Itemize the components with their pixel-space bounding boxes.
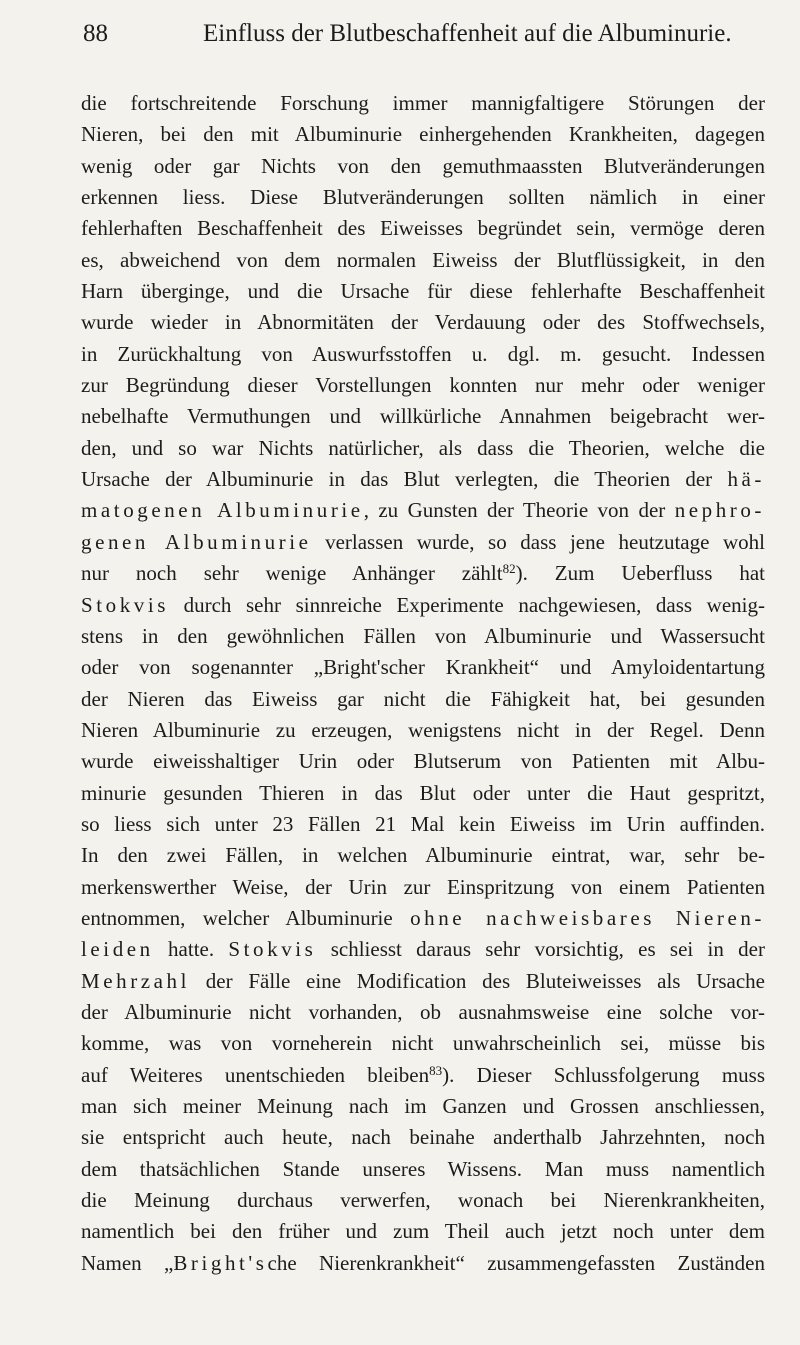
text-run: verlassen wurde, so dass jene heutzutage wohl: [311, 529, 765, 554]
author-name: Stokvis: [228, 937, 317, 962]
text-line-29: [81, 966, 765, 997]
text-run: Nieren Albuminurie zu erzeugen, wenigstens nicht in der Regel. Denn: [81, 717, 765, 742]
text-line-34: [81, 1122, 765, 1153]
spaced-term: hä-: [727, 467, 765, 492]
text-line-21: [81, 715, 765, 746]
text-run: zur Begründung dieser Vorstellungen konnten nur mehr oder weniger: [81, 373, 765, 398]
text-run: Harn überginge, und die Ursache für diese fehlerhafte Beschaffenheit: [81, 279, 765, 304]
text-line-24: [81, 809, 765, 840]
text-line-27: [81, 903, 765, 934]
text-line-3: [81, 151, 765, 182]
spaced-term: ohne nachweisbares Nieren-: [410, 905, 765, 930]
text-run: fehlerhaften Beschaffenheit des Eiweisses begründet sein, vermöge deren: [81, 216, 765, 241]
text-line-31: [81, 1028, 765, 1059]
text-run: merkenswerther Weise, der Urin zur Einspritzung von einem Patienten: [81, 874, 765, 899]
page-number: 88: [83, 20, 108, 47]
text-run: die fortschreitende Forschung immer mannigfaltigere Störungen der: [81, 91, 765, 115]
text-run: in Zurückhaltung von Auswurfsstoffen u. dgl. m. gesucht. Indessen: [81, 341, 765, 366]
text-run: durch sehr sinnreiche Experimente nachgewiesen, dass wenig-: [169, 592, 765, 617]
text-run: wurde eiweisshaltiger Urin oder Blutserum von Patienten mit Albu-: [81, 749, 765, 774]
text-run: so liess sich unter 23 Fällen 21 Mal kein Eiweiss im Urin auffinden.: [81, 811, 765, 836]
text-run: entnommen, welcher Albuminurie: [81, 905, 411, 930]
text-line-25: [81, 840, 765, 871]
text-run: Ursache der Albuminurie in das Blut verlegten, die Theorien der: [81, 467, 728, 492]
text-run: nur noch sehr wenige Anhänger zählt: [81, 561, 503, 586]
text-run: erkennen liess. Diese Blutveränderungen sollten nämlich in einer: [81, 185, 765, 210]
text-run: die Meinung durchaus verwerfen, wonach bei Nierenkrankheiten,: [81, 1188, 765, 1213]
text-run: ). Zum Ueberfluss hat: [515, 561, 765, 586]
text-line-4: [81, 182, 765, 213]
text-run: In den zwei Fällen, in welchen Albuminurie eintrat, war, sehr be-: [81, 843, 765, 868]
text-run: der Fälle eine Modification des Bluteiweisses als Ursache: [190, 968, 765, 993]
spaced-term: Bright's: [173, 1250, 268, 1275]
text-run: es, abweichend von dem normalen Eiweiss der Blutflüssigkeit, in den: [81, 247, 765, 272]
footnote-ref-82: 82: [502, 561, 516, 576]
text-line-30: [81, 997, 765, 1028]
text-line-13: [81, 464, 765, 495]
text-run: der Albuminurie nicht vorhanden, ob ausnahmsweise eine solche vor-: [81, 999, 765, 1024]
text-line-38: [81, 1248, 765, 1279]
text-line-28: [81, 934, 765, 965]
running-title: Einfluss der Blutbeschaffenheit auf die Albuminurie.: [203, 20, 732, 47]
text-line-9: [81, 339, 765, 370]
text-line-14: [81, 495, 765, 526]
text-run: schliesst daraus sehr vorsichtig, es sei in der: [316, 937, 765, 962]
text-run: , zu Gunsten der Theorie von der: [363, 498, 675, 523]
text-run: Namen „: [81, 1250, 174, 1275]
text-line-7: [81, 276, 765, 307]
text-line-1: [81, 88, 765, 119]
text-line-6: [81, 245, 765, 276]
text-line-16: [81, 558, 765, 589]
text-run: den, und so war Nichts natürlicher, als dass die Theorien, welche die: [81, 435, 765, 460]
text-line-10: [81, 370, 765, 401]
text-line-37: [81, 1216, 765, 1247]
footnote-ref-83: 83: [429, 1062, 443, 1078]
text-run: oder von sogenannter „Bright'scher Krankheit“ und Amyloidentartung: [81, 655, 765, 680]
text-run: namentlich bei den früher und zum Theil auch jetzt noch unter dem: [81, 1219, 765, 1244]
spaced-term: matogenen Albuminurie: [81, 498, 364, 523]
text-run: dem thatsächlichen Stande unseres Wissens. Man muss namentlich: [81, 1156, 765, 1181]
text-line-5: [81, 213, 765, 244]
text-line-32: [81, 1060, 765, 1091]
text-run: sie entspricht auch heute, nach beinahe anderthalb Jahrzehnten, noch: [81, 1125, 765, 1150]
page-header: [83, 14, 763, 54]
text-line-15: [81, 527, 765, 558]
text-run: stens in den gewöhnlichen Fällen von Albuminurie und Wassersucht: [81, 623, 765, 648]
text-line-2: [81, 119, 765, 150]
text-line-35: [81, 1154, 765, 1185]
text-line-18: [81, 621, 765, 652]
text-line-23: [81, 778, 765, 809]
text-run: minurie gesunden Thieren in das Blut oder unter die Haut gespritzt,: [81, 780, 765, 805]
text-run: wenig oder gar Nichts von den gemuthmaassten Blutveränderungen: [81, 153, 765, 178]
text-line-20: [81, 684, 765, 715]
text-line-19: [81, 652, 765, 683]
text-run: auf Weiteres unentschieden bleiben: [81, 1062, 430, 1087]
text-line-33: [81, 1091, 765, 1122]
body-text: [81, 88, 765, 1279]
text-line-17: [81, 590, 765, 621]
spaced-term: genen Albuminurie: [81, 529, 312, 554]
text-run: hatte.: [153, 937, 229, 962]
text-run: man sich meiner Meinung nach im Ganzen und Grossen anschliessen,: [81, 1094, 765, 1118]
spaced-term: Mehrzahl: [81, 968, 191, 993]
text-line-22: [81, 746, 765, 777]
text-line-26: [81, 872, 765, 903]
spaced-term: leiden: [81, 937, 154, 962]
text-run: der Nieren das Eiweiss gar nicht die Fähigkeit hat, bei gesunden: [81, 686, 765, 711]
text-run: Nieren, bei den mit Albuminurie einhergehenden Krankheiten, dagegen: [81, 122, 765, 147]
text-run: nebelhafte Vermuthungen und willkürliche Annahmen beigebracht wer-: [81, 404, 765, 429]
text-run: ). Dieser Schlussfolgerung muss: [442, 1062, 765, 1087]
text-line-8: [81, 307, 765, 338]
text-run: wurde wieder in Abnormitäten der Verdauung oder des Stoffwechsels,: [81, 310, 765, 335]
text-run: komme, was von vorneherein nicht unwahrscheinlich sei, müsse bis: [81, 1031, 765, 1056]
spaced-term: nephro-: [674, 498, 766, 523]
text-line-36: [81, 1185, 765, 1216]
author-name: Stokvis: [81, 592, 170, 617]
text-line-12: [81, 433, 765, 464]
text-run: che Nierenkrankheit“ zusammengefassten Zuständen: [267, 1250, 765, 1275]
text-line-11: [81, 401, 765, 432]
